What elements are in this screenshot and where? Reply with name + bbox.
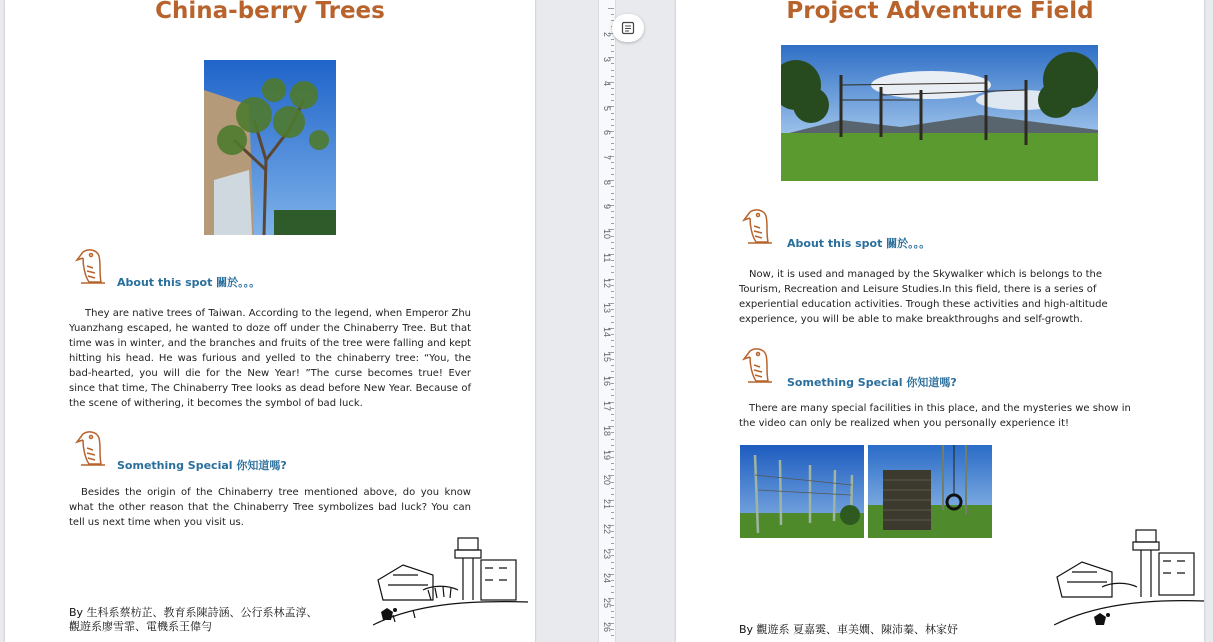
special-heading: Something Special 你知道嗎? [787, 376, 957, 389]
ruler-tick [611, 223, 614, 224]
ruler-tick [611, 125, 614, 126]
ruler-tick [608, 8, 614, 9]
adventure-field-photo [781, 45, 1098, 181]
ruler-number: 23 [602, 548, 612, 559]
ruler-number: 3 [602, 56, 612, 62]
document-outline-icon [621, 21, 635, 35]
page-title: China-berry Trees [155, 0, 385, 24]
ruler-number: 4 [602, 81, 612, 87]
bird-logo-icon [75, 428, 109, 468]
ruler-number: 5 [602, 105, 612, 111]
ruler-tick [611, 297, 614, 298]
document-outline-button[interactable] [612, 14, 644, 42]
ruler-tick [611, 272, 614, 273]
ruler-tick [611, 395, 614, 396]
ruler-tick [611, 469, 614, 470]
campus-sketch-icon [1054, 525, 1204, 635]
ruler-number: 18 [602, 425, 612, 436]
ruler-tick [611, 322, 614, 323]
special-heading: Something Special 你知道嗎? [117, 459, 287, 472]
ruler-number: 8 [602, 179, 612, 185]
ruler-tick [611, 518, 614, 519]
bird-logo-icon [75, 246, 109, 286]
ruler-number: 16 [602, 376, 612, 387]
authors-byline: By 生科系蔡枋芷、教育系陳詩涵、公行系林孟淳、 觀遊系廖雪霏、電機系王偉勻 [69, 606, 318, 633]
about-heading: About this spot 關於。。。 [787, 237, 931, 250]
ruler-tick [611, 445, 614, 446]
ruler-tick [611, 543, 614, 544]
ruler-number: 26 [602, 622, 612, 633]
ruler-number: 9 [602, 204, 612, 210]
ruler-tick [611, 248, 614, 249]
bird-logo-icon [742, 206, 776, 246]
document-page-right [676, 0, 1204, 642]
ruler-number: 14 [602, 327, 612, 338]
ruler-number: 15 [602, 351, 612, 362]
about-paragraph: They are native trees of Taiwan. According to the legend, when Emperor Zhu Yuanzhang escaped, he wanted to doze off under the Chinaberry Tree. But that time was in winter, and the branches and fruits of the tree were falling and kept hitting his head. He was furious and yelled to the chinaberry tree: “You, the bad-hearted, you will die for the New Year! ”The curse becomes true! Ever since that time, The Chinaberry Tree looks as dead before New Year. Because of the scene of withering, it becomes the symbol of bad luck. [69, 308, 471, 409]
ruler-tick [611, 149, 614, 150]
ruler-tick [611, 568, 614, 569]
ruler-number: 24 [602, 573, 612, 584]
ruler-tick [611, 100, 614, 101]
bird-logo-icon [742, 345, 776, 385]
ruler-number: 13 [602, 302, 612, 313]
ruler-number: 21 [602, 499, 612, 510]
chinaberry-tree-photo [204, 60, 336, 235]
facility-wall-photo [868, 445, 992, 538]
ruler-number: 6 [602, 130, 612, 136]
ruler-tick [611, 199, 614, 200]
campus-sketch-icon [373, 530, 528, 635]
vertical-ruler[interactable] [598, 0, 616, 642]
ruler-number: 20 [602, 474, 612, 485]
page-title: Project Adventure Field [786, 0, 1094, 24]
ruler-number: 17 [602, 401, 612, 412]
ruler-tick [611, 617, 614, 618]
special-paragraph: Besides the origin of the Chinaberry tree mentioned above, do you know what the other reason that the Chinaberry Tree symbolizes bad luck? You can tell us next time when you visit us. [69, 487, 471, 528]
special-paragraph: There are many special facilities in this place, and the mysteries we show in the video can only be realized when you personally experience it! [739, 403, 1131, 429]
about-paragraph: Now, it is used and managed by the Skywalker which is belongs to the Tourism, Recreation and Leisure Studies.In this field, there is a series of experiential education activities. Trough these activities and high-altitude experience, you will be able to make breakthroughs and self-growth. [739, 269, 1108, 325]
ruler-tick [611, 51, 614, 52]
ruler-number: 10 [602, 228, 612, 239]
ruler-number: 12 [602, 278, 612, 289]
ruler-number: 22 [602, 524, 612, 535]
ruler-tick [611, 592, 614, 593]
ruler-tick [611, 346, 614, 347]
ruler-tick [611, 371, 614, 372]
ruler-number: 2 [602, 32, 612, 38]
ruler-number: 25 [602, 597, 612, 608]
ruler-tick [611, 420, 614, 421]
ruler-tick [611, 76, 614, 77]
ruler-number: 11 [602, 253, 612, 263]
about-heading: About this spot 關於。。。 [117, 276, 261, 289]
ruler-tick [611, 14, 614, 15]
ruler-number: 19 [602, 450, 612, 461]
authors-byline: By 觀遊系 夏嘉霙、車美嫺、陳沛蓁、林家妤 [739, 623, 959, 636]
ruler-tick [611, 174, 614, 175]
document-page-left [5, 0, 535, 642]
facility-poles-photo [740, 445, 864, 538]
ruler-tick [611, 494, 614, 495]
ruler-number: 7 [602, 155, 612, 161]
